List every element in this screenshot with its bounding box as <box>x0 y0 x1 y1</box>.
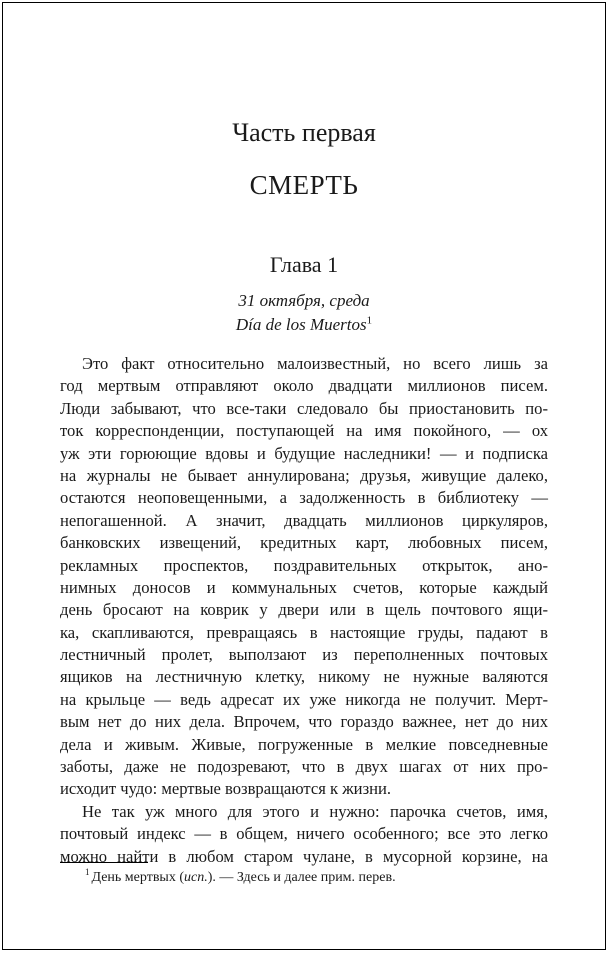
section-title: СМЕРТЬ <box>249 170 359 200</box>
chapter-date: 31 октября, среда <box>238 291 370 310</box>
footnote-mark: 1 <box>85 867 90 878</box>
text-line: лестничный пролет, выползают из переполненных почтовых <box>60 645 548 665</box>
text-line: уж эти горюющие вдовы и будущие наследники! — и подписка <box>60 443 548 463</box>
text-line: вым нет до них дела. Впрочем, что гораздо важнее, нет до них <box>60 712 548 732</box>
book-page <box>2 2 606 950</box>
text-line: нимных доносов и коммунальных счетов, которые каждый <box>60 577 548 597</box>
text-line: можно найти в любом старом чулане, в мусорной корзине, на <box>60 846 548 866</box>
footnote-divider <box>60 862 148 863</box>
text-line: Это факт относительно малоизвестный, но всего лишь за <box>82 354 548 373</box>
chapter-subtitle <box>3 314 605 336</box>
text-line: банковских извещений, кредитных карт, любовных писем, <box>60 533 548 553</box>
text-line: день бросают на коврик у двери или в щель почтового ящи- <box>60 600 548 620</box>
text-line: ящиков на лестничную клетку, никому не нужные валяются <box>60 667 548 687</box>
text-line: Не так уж много для этого и нужно: парочка счетов, имя, <box>82 801 548 821</box>
text-line: дела и живым. Живые, погруженные в мелкие повседневные <box>60 734 548 754</box>
footnote-text-after: ). — Здесь и далее прим. перев. <box>207 870 396 885</box>
text-line: остаются неоповещенными, а задолженность в библиотеку — <box>60 488 548 508</box>
text-line: Люди забывают, что все-таки следовало бы приостановить по- <box>60 398 548 418</box>
text-line: ток корреспонденции, поступающей на имя покойного, — ох <box>60 421 548 441</box>
footnote-text-italic: исп. <box>184 870 208 885</box>
chapter-title: Глава 1 <box>269 252 339 277</box>
text-line: рекламных проспектов, поздравительных открыток, ано- <box>60 555 548 575</box>
text-line: на журналы не бывает аннулирована; друзья, живущие далеко, <box>60 465 548 485</box>
text-line: почтовый индекс — в общем, ничего особенного; все это легко <box>60 824 548 844</box>
text-line: заботы, даже не подозревают, что в двух шагах от них про- <box>60 757 548 777</box>
footnote-reference: 1 <box>366 314 373 327</box>
footnote-text-before: День мертвых ( <box>91 870 184 885</box>
footnote <box>85 869 396 887</box>
part-title: Часть первая <box>232 118 376 147</box>
text-line: на крыльце — ведь адресат их уже никогда не получит. Мерт- <box>60 689 548 709</box>
chapter-subtitle-text: Día de los Muertos <box>235 315 367 334</box>
text-line: исходит чудо: мертвые возвращаются к жизни. <box>60 779 392 799</box>
text-line: год мертвым отправляют около двадцати миллионов писем. <box>60 376 548 396</box>
text-line: непогашенной. А значит, двадцать миллионов циркуляров, <box>60 510 548 530</box>
text-line: ка, скапливаются, превращаясь в настоящие груды, падают в <box>60 622 548 642</box>
body-text <box>60 353 548 868</box>
